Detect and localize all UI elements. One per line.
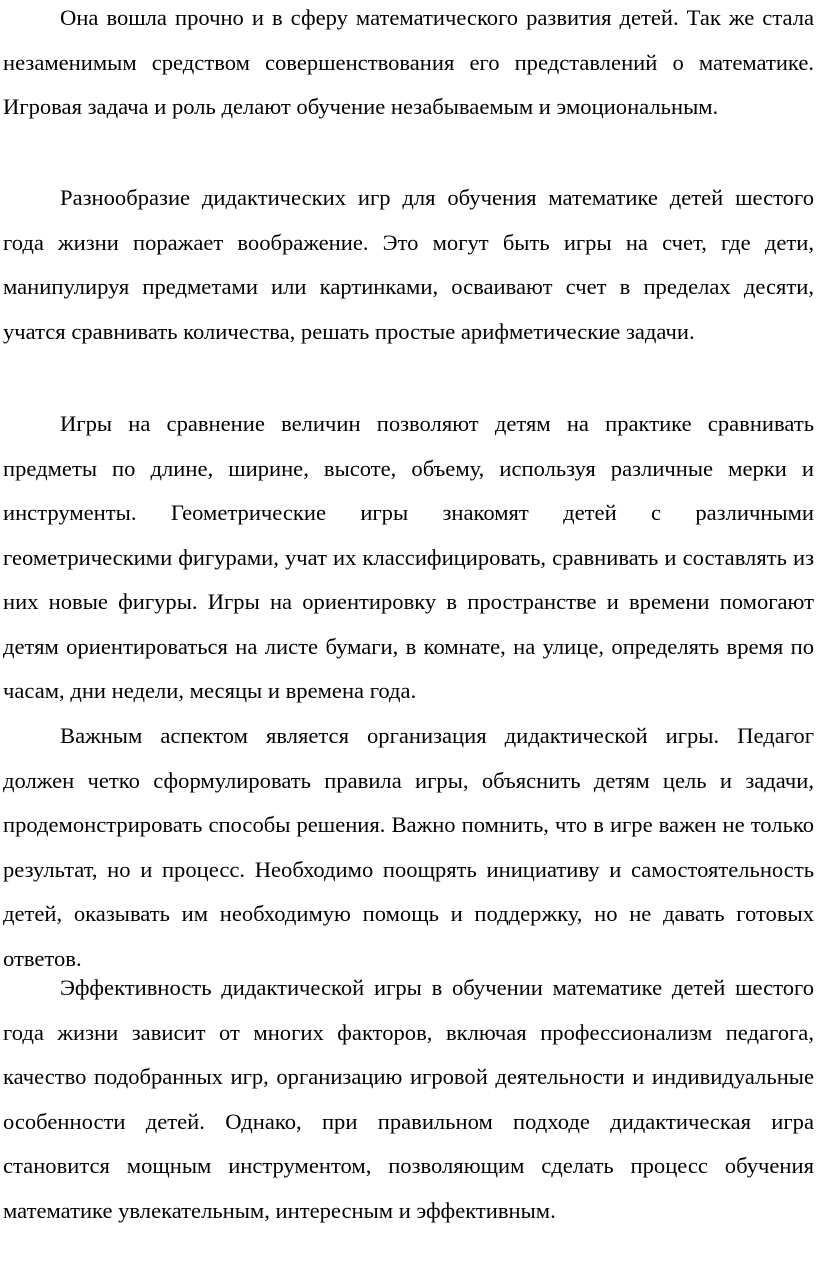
paragraph-1: Она вошла прочно и в сферу математического развития детей. Так же стала незаменимым средством совершенствования его представлений о математике. Игровая задача и роль делают обучение незабываемым и эмоциональным. [3,5,814,119]
paragraph-2: Разнообразие дидактических игр для обучения математике детей шестого года жизни поражает воображение. Это могут быть игры на счет, где дети, манипулируя предметами или картинками, осваивают счет в пределах десяти, учатся сравнивать количества, решать простые арифметические задачи. [3,185,814,344]
paragraph-5: Эффективность дидактической игры в обучении математике детей шестого года жизни зависит от многих факторов, включая профессионализм педагога, качество подобранных игр, организацию игровой деятельности и индивидуальные особенности детей. Однако, при правильном подходе дидактическая игра становится мощным инструментом, позволяющим сделать процесс обучения математике увлекательным, интересным и эффективным. [3,975,814,1223]
paragraph-3: Игры на сравнение величин позволяют детям на практике сравнивать предметы по длине, ширине, высоте, объему, используя различные мерки и инструменты. Геометрические игры знакомят детей с различными геометрическими фигурами, учат их классифицировать, сравнивать и составлять из них новые фигуры. Игры на ориентировку в пространстве и времени помогают детям ориентироваться на листе бумаги, в комнате, на улице, определять время по часам, дни недели, месяцы и времена года. [3,411,814,703]
paragraph-4: Важным аспектом является организация дидактической игры. Педагог должен четко сформулировать правила игры, объяснить детям цель и задачи, продемонстрировать способы решения. Важно помнить, что в игре важен не только результат, но и процесс. Необходимо поощрять инициативу и самостоятельность детей, оказывать им необходимую помощь и поддержку, но не давать готовых ответов. [3,723,814,971]
